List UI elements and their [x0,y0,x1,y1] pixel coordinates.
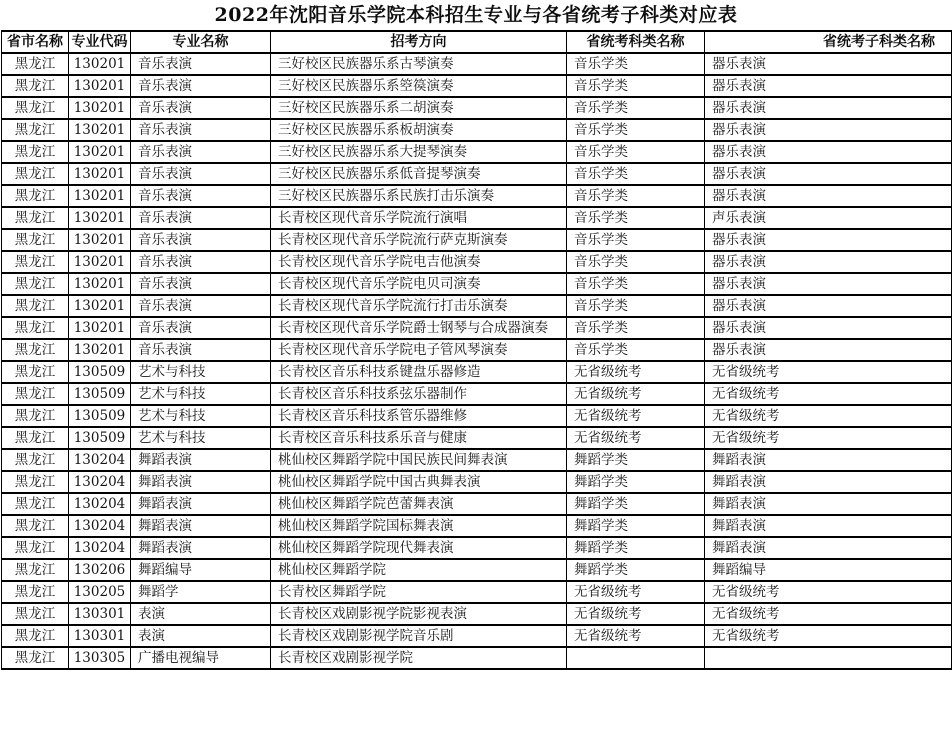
cell-exam-subcategory: 器乐表演 [705,75,952,97]
cell-province: 黑龙江 [2,141,69,163]
cell-exam-subcategory: 无省级统考 [705,405,952,427]
table-row [2,449,952,471]
cell-major-code: 130201 [69,339,131,361]
cell-direction: 桃仙校区舞蹈学院现代舞表演 [271,537,567,559]
cell-province: 黑龙江 [2,75,69,97]
cell-province: 黑龙江 [2,229,69,251]
cell-direction: 长青校区戏剧影视学院 [271,647,567,669]
table-header-row [2,31,952,53]
cell-exam-subcategory: 器乐表演 [705,295,952,317]
cell-direction: 长青校区戏剧影视学院影视表演 [271,603,567,625]
cell-province: 黑龙江 [2,537,69,559]
cell-exam-subcategory: 舞蹈表演 [705,449,952,471]
cell-major-name: 音乐表演 [131,317,271,339]
cell-direction: 长青校区现代音乐学院流行萨克斯演奏 [271,229,567,251]
table-row [2,185,952,207]
cell-exam-category: 音乐学类 [567,119,705,141]
cell-direction: 长青校区现代音乐学院电吉他演奏 [271,251,567,273]
cell-major-code: 130205 [69,581,131,603]
cell-province: 黑龙江 [2,53,69,75]
cell-major-name: 舞蹈表演 [131,515,271,537]
cell-exam-subcategory: 器乐表演 [705,251,952,273]
cell-major-name: 舞蹈表演 [131,537,271,559]
table-row [2,53,952,75]
cell-exam-subcategory: 器乐表演 [705,53,952,75]
cell-exam-category: 音乐学类 [567,53,705,75]
cell-exam-category: 音乐学类 [567,295,705,317]
cell-exam-category: 无省级统考 [567,625,705,647]
cell-major-code: 130509 [69,405,131,427]
cell-direction: 桃仙校区舞蹈学院国标舞表演 [271,515,567,537]
table-row [2,603,952,625]
cell-major-code: 130509 [69,361,131,383]
cell-direction: 长青校区现代音乐学院电子管风琴演奏 [271,339,567,361]
cell-major-code: 130305 [69,647,131,669]
cell-major-code: 130201 [69,163,131,185]
cell-major-name: 音乐表演 [131,339,271,361]
cell-province: 黑龙江 [2,493,69,515]
table-row [2,317,952,339]
cell-exam-subcategory: 无省级统考 [705,383,952,405]
cell-province: 黑龙江 [2,273,69,295]
cell-province: 黑龙江 [2,581,69,603]
cell-direction: 桃仙校区舞蹈学院中国古典舞表演 [271,471,567,493]
cell-exam-subcategory: 无省级统考 [705,581,952,603]
table-row [2,405,952,427]
cell-direction: 三好校区民族器乐系大提琴演奏 [271,141,567,163]
cell-major-code: 130201 [69,97,131,119]
cell-exam-category: 音乐学类 [567,229,705,251]
table-row [2,581,952,603]
cell-major-name: 音乐表演 [131,163,271,185]
cell-major-name: 音乐表演 [131,119,271,141]
header-major-name: 专业名称 [131,31,271,53]
admissions-table [1,30,952,670]
header-major-code: 专业代码 [69,31,131,53]
table-row [2,471,952,493]
cell-exam-category: 无省级统考 [567,603,705,625]
cell-exam-category: 音乐学类 [567,185,705,207]
cell-direction: 长青校区现代音乐学院爵士钢琴与合成器演奏 [271,317,567,339]
cell-exam-category: 无省级统考 [567,427,705,449]
cell-exam-category: 音乐学类 [567,317,705,339]
cell-province: 黑龙江 [2,449,69,471]
table-row [2,339,952,361]
cell-direction: 长青校区音乐科技系弦乐器制作 [271,383,567,405]
table-row [2,141,952,163]
cell-major-code: 130206 [69,559,131,581]
cell-exam-category: 音乐学类 [567,75,705,97]
cell-direction: 长青校区音乐科技系键盘乐器修造 [271,361,567,383]
cell-exam-category: 音乐学类 [567,273,705,295]
table-body [2,53,952,669]
cell-exam-subcategory: 器乐表演 [705,163,952,185]
cell-province: 黑龙江 [2,251,69,273]
cell-exam-category: 音乐学类 [567,97,705,119]
cell-exam-category: 音乐学类 [567,251,705,273]
cell-province: 黑龙江 [2,97,69,119]
table-row [2,229,952,251]
cell-major-name: 舞蹈学 [131,581,271,603]
table-row [2,625,952,647]
cell-exam-subcategory: 无省级统考 [705,603,952,625]
cell-exam-category: 音乐学类 [567,163,705,185]
cell-major-code: 130201 [69,251,131,273]
cell-exam-subcategory: 舞蹈表演 [705,493,952,515]
cell-major-name: 艺术与科技 [131,405,271,427]
page-title: 2022年沈阳音乐学院本科招生专业与各省统考子科类对应表 [214,4,738,26]
table-row [2,537,952,559]
cell-direction: 长青校区戏剧影视学院音乐剧 [271,625,567,647]
cell-direction: 三好校区民族器乐系民族打击乐演奏 [271,185,567,207]
table-row [2,559,952,581]
cell-exam-subcategory: 舞蹈编导 [705,559,952,581]
cell-direction: 长青校区现代音乐学院流行打击乐演奏 [271,295,567,317]
cell-major-name: 广播电视编导 [131,647,271,669]
cell-province: 黑龙江 [2,647,69,669]
cell-exam-category: 音乐学类 [567,339,705,361]
cell-major-name: 音乐表演 [131,141,271,163]
cell-exam-category: 舞蹈学类 [567,493,705,515]
cell-province: 黑龙江 [2,603,69,625]
cell-province: 黑龙江 [2,383,69,405]
cell-exam-category: 舞蹈学类 [567,559,705,581]
cell-major-name: 表演 [131,603,271,625]
cell-major-code: 130201 [69,317,131,339]
cell-province: 黑龙江 [2,163,69,185]
cell-province: 黑龙江 [2,515,69,537]
table-row [2,515,952,537]
cell-direction: 三好校区民族器乐系低音提琴演奏 [271,163,567,185]
cell-direction: 桃仙校区舞蹈学院芭蕾舞表演 [271,493,567,515]
cell-major-name: 音乐表演 [131,251,271,273]
cell-province: 黑龙江 [2,405,69,427]
table-row [2,97,952,119]
cell-exam-subcategory: 器乐表演 [705,339,952,361]
cell-major-code: 130509 [69,427,131,449]
cell-major-code: 130201 [69,119,131,141]
cell-exam-category: 音乐学类 [567,141,705,163]
cell-exam-subcategory: 器乐表演 [705,317,952,339]
cell-exam-subcategory: 舞蹈表演 [705,515,952,537]
table-row [2,75,952,97]
cell-province: 黑龙江 [2,339,69,361]
table-row [2,295,952,317]
cell-major-name: 音乐表演 [131,295,271,317]
header-province: 省市名称 [2,31,69,53]
cell-direction: 三好校区民族器乐系箜篌演奏 [271,75,567,97]
cell-province: 黑龙江 [2,207,69,229]
cell-exam-category: 无省级统考 [567,581,705,603]
cell-exam-subcategory: 声乐表演 [705,207,952,229]
table-row [2,647,952,669]
header-exam-subcategory: 省统考子科类名称 [705,31,952,53]
cell-province: 黑龙江 [2,625,69,647]
cell-major-name: 艺术与科技 [131,383,271,405]
cell-exam-category: 舞蹈学类 [567,449,705,471]
cell-major-name: 艺术与科技 [131,427,271,449]
cell-exam-subcategory: 器乐表演 [705,229,952,251]
cell-major-name: 音乐表演 [131,75,271,97]
table-row [2,251,952,273]
cell-exam-category: 舞蹈学类 [567,537,705,559]
cell-exam-category: 舞蹈学类 [567,471,705,493]
cell-province: 黑龙江 [2,185,69,207]
cell-exam-category: 无省级统考 [567,405,705,427]
cell-major-code: 130201 [69,185,131,207]
cell-exam-category [567,647,705,669]
cell-major-code: 130204 [69,493,131,515]
cell-province: 黑龙江 [2,295,69,317]
cell-direction: 桃仙校区舞蹈学院中国民族民间舞表演 [271,449,567,471]
cell-exam-subcategory: 器乐表演 [705,119,952,141]
cell-major-code: 130201 [69,141,131,163]
cell-exam-subcategory: 器乐表演 [705,185,952,207]
cell-direction: 长青校区音乐科技系乐音与健康 [271,427,567,449]
cell-major-name: 音乐表演 [131,229,271,251]
cell-major-name: 音乐表演 [131,53,271,75]
cell-direction: 长青校区音乐科技系管乐器维修 [271,405,567,427]
cell-direction: 三好校区民族器乐系板胡演奏 [271,119,567,141]
cell-major-name: 音乐表演 [131,273,271,295]
cell-major-name: 舞蹈表演 [131,471,271,493]
cell-major-code: 130509 [69,383,131,405]
cell-major-name: 舞蹈表演 [131,449,271,471]
cell-direction: 长青校区现代音乐学院电贝司演奏 [271,273,567,295]
cell-exam-category: 音乐学类 [567,207,705,229]
cell-exam-category: 舞蹈学类 [567,515,705,537]
table-row [2,383,952,405]
table-row [2,493,952,515]
table-row [2,207,952,229]
table-row [2,163,952,185]
cell-exam-category: 无省级统考 [567,383,705,405]
table-row [2,119,952,141]
cell-exam-subcategory: 无省级统考 [705,625,952,647]
header-exam-category: 省统考科类名称 [567,31,705,53]
table-row [2,361,952,383]
cell-direction: 桃仙校区舞蹈学院 [271,559,567,581]
cell-exam-subcategory: 无省级统考 [705,361,952,383]
cell-major-code: 130204 [69,471,131,493]
cell-major-code: 130201 [69,273,131,295]
cell-major-name: 音乐表演 [131,185,271,207]
cell-major-code: 130201 [69,295,131,317]
cell-major-name: 艺术与科技 [131,361,271,383]
cell-direction: 三好校区民族器乐系古琴演奏 [271,53,567,75]
cell-direction: 长青校区舞蹈学院 [271,581,567,603]
cell-exam-subcategory: 器乐表演 [705,273,952,295]
cell-major-name: 表演 [131,625,271,647]
cell-exam-category: 无省级统考 [567,361,705,383]
cell-major-code: 130301 [69,625,131,647]
cell-major-code: 130201 [69,207,131,229]
table-row [2,273,952,295]
cell-province: 黑龙江 [2,119,69,141]
cell-direction: 三好校区民族器乐系二胡演奏 [271,97,567,119]
header-direction: 招考方向 [271,31,567,53]
cell-exam-subcategory: 舞蹈表演 [705,537,952,559]
table-row [2,427,952,449]
cell-major-code: 130201 [69,229,131,251]
cell-major-name: 音乐表演 [131,97,271,119]
cell-exam-subcategory: 器乐表演 [705,141,952,163]
cell-province: 黑龙江 [2,427,69,449]
cell-major-code: 130201 [69,53,131,75]
cell-exam-subcategory: 无省级统考 [705,427,952,449]
cell-major-code: 130204 [69,515,131,537]
cell-exam-subcategory [705,647,952,669]
cell-major-code: 130301 [69,603,131,625]
cell-province: 黑龙江 [2,361,69,383]
cell-major-code: 130204 [69,537,131,559]
cell-province: 黑龙江 [2,471,69,493]
cell-direction: 长青校区现代音乐学院流行演唱 [271,207,567,229]
cell-major-code: 130201 [69,75,131,97]
cell-province: 黑龙江 [2,559,69,581]
cell-exam-subcategory: 器乐表演 [705,97,952,119]
cell-major-name: 舞蹈表演 [131,493,271,515]
cell-major-code: 130204 [69,449,131,471]
cell-major-name: 音乐表演 [131,207,271,229]
cell-province: 黑龙江 [2,317,69,339]
cell-exam-subcategory: 舞蹈表演 [705,471,952,493]
cell-major-name: 舞蹈编导 [131,559,271,581]
